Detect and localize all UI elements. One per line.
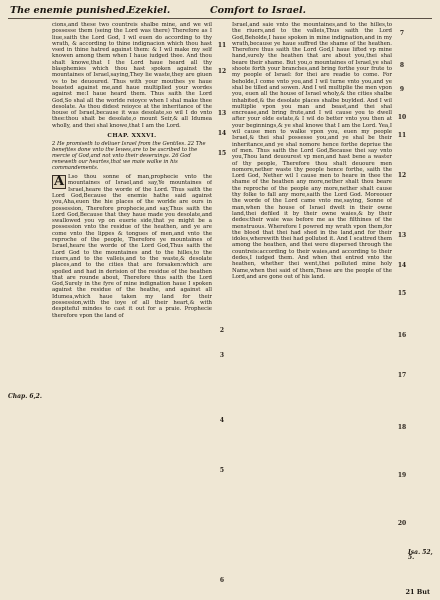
margin-note-block: [408, 322, 438, 362]
right-text-column: [232, 22, 392, 597]
verse-number: 15: [217, 150, 227, 157]
margin-note-block: [408, 162, 438, 202]
margin-note-block: [408, 30, 438, 100]
verse-number: 17: [397, 372, 407, 379]
running-title-right: Comfort to Israel.: [210, 5, 306, 16]
margin-note-block: [8, 58, 48, 130]
verse-number: 3: [219, 352, 225, 359]
chapter-summary: 2 He promiseth to deliuer Israel from the Gentiles. 22 The benefites done vnto the Iewes,are to be ascribed to the mercie of God,and not vnto their deseruings. 26 God reneweth our heartes,that we maie walke in his commandements.: [52, 141, 206, 172]
book-title: Ezekiel.: [128, 5, 171, 16]
verse-number: 12: [397, 172, 407, 179]
verse-number: 13: [397, 232, 407, 239]
verse-number: 18: [397, 424, 407, 431]
margin-note-block: [8, 510, 48, 538]
margin-note-block: [8, 440, 48, 482]
chapter-heading: CHAP. XXXVI.: [107, 133, 157, 140]
verse-number: 15: [397, 290, 407, 297]
page-footer: [232, 586, 430, 596]
scripture-text-block: cions,and these two countreis shalbe mine, and we wil possesse them (seing the Lord was there) Therefore as I liue,saith the Lord God, I wil euen do according to thy wrath, & according to thine indignacion which thou hast vsed in thine hatred against them: & I wil make my self knowen among them when I haue iudged thee. And thou shalt knowe,that I the Lord haue heard all thy blasphemies which thou hast spoken against the mountaines of Israel,saying,They lie waste,they are giuen vs to be deuoured. Thus with your mouthes ye haue boasted against me,and haue multiplied your wordes against me:I haue heard them. Thus saith the Lord God,So shal all the worlde reioyce when I shal make thee desolate. As thou didest reioyce at the inheritance of the house of Israel,because it was desolate,so wil I do vnto thee:thou shalt be desolate,o mount Seir,& all Idumea wholly, and thei shal knowe,that I am the Lord.: [52, 22, 212, 129]
scripture-text: Lso thou sonne of man,prophecie vnto the mountaines of Israel,and say,Ye mountaines of Israel,heare the worde of the Lord. Thus saith the Lord God,Because the enemie hathe said against you,Aha,euen the hie places of the worlde are ours in possession, Therefore prophecie,and say,Thus saith the Lord God,Because that they haue made you desolate,and swallowed you vp on euerie side,that ye might be a possession vnto the residue of the heathen, and ye are come vnto the lippes & tongues of men,and vnto the reproche of the people, Therefore ye mountaines of Israel,heare the worde of the Lord God,Thus saith the Lord God to the mountaines and to the hilles,to the riuers,and to the valleis,and to the waste,& desolate places,and to the cities that are forsaken:which are spoiled and had in derision of the residue of the heathen that are rounde about, Therefore thus saith the Lord God,Surely in the fyre of mine indignation haue I spoken against the residue of the heathe, and against all Idumea,which haue taken my land for their possession,with the ioye of all their heart,& with despiteful mindes to cast it out for a praie. Prophecie therefore vpon the land of: [52, 174, 212, 319]
verse-number: 10: [397, 114, 407, 121]
margin-note-block: [8, 212, 48, 257]
right-margin-notes: [408, 22, 438, 597]
scripture-text-block: Israel,and saie vnto the mountaines,and to the hilles,to the riuers,and to the valleis,Thus saith the Lord God,Beholde,I haue spoken in mine indignation,and in my wrath,because ye haue suffred the shame of the heathen. Therefore thus saith the Lord God,I haue lifted vp mine hand,surely the heathen that are about you,thei shal beare their shame. But you,o mountaines of Israel,ye shal shoote forth your branches,and bring forthe your frute to my people of Israel: for thei are readie to come. For beholde,I come vnto you,and I wil turne vnto you,and ye shal be tilled and sowen. And I wil multiplie the men vpon you, euen all the house of Israel wholy,& the cities shalbe inhabited,& the desolate places shalbe buylded. And I wil multiplie vpon you man and beast,and thei shal encrease,and bring frute,and I wil cause you to dwell after your olde estate,& I wil do better vnto you then at your beginnings,& ye shal knowe that I am the Lord. Yea,I wil cause men to walke vpon you, euen my people Israel,& thei shal possesse you,and ye shal be their inheritance,and ye shal nomore hence forthe depriue the of men. Thus saith the Lord God,Because thei say vnto you,Thou land deuourest vp men,and hast bene a waster of thy people, Therefore thou shalt deuoure men nomore,nether waste thy people hence forthe, saith the Lord God, Nether wil I cause men to heare in thee the shame of the heathen any more,nether shalt thou beare the reproche of the people any more,nether shalt cause thy folke to fall any more,saith the Lord God. Moreouer the worde of the Lord came vnto me,saying, Sonne of man,when the house of Israel dwelt in their owne land,thei defiled it by their owne waies,& by their dedes:their waie was before me as the filthines of the menstruous. Wherefore I powred my wrath vpon them,for the blood that thei had shed in the land,and for their idoles,wherewith thei had polluted it. And I scattred them among the heathen, and thei were dispersed through the countreis:according to their waies,and according to their dedes,I iudged them. And when thei entred vnto the heathen, whether thei went,thei polluted mine holy Name,when thei said of them,These are the people of the Lord,and are gone out of his land.: [232, 22, 392, 280]
verse-number: 5: [219, 467, 225, 474]
verse-number: 11: [217, 42, 227, 49]
header-rule: [8, 18, 432, 19]
catchword: 21 But: [405, 588, 430, 596]
verse-number: 6: [219, 577, 225, 584]
margin-note-block: [8, 550, 48, 590]
verse-number: 19: [397, 472, 407, 479]
verse-number: 20: [397, 520, 407, 527]
verse-number: 11: [397, 132, 407, 139]
left-text-column: [52, 22, 212, 597]
verse-number: 8: [399, 62, 405, 69]
verse-number: 2: [219, 327, 225, 334]
verse-number: 7: [399, 30, 405, 37]
verse-number: 14: [397, 262, 407, 269]
margin-cross-reference: Isa. 52, 5.: [408, 549, 433, 561]
verse-number: 4: [219, 417, 225, 424]
verse-number: 12: [217, 68, 227, 75]
verse-number-gutter: [212, 22, 232, 597]
verse-number: 14: [217, 130, 227, 137]
verse-number: 16: [397, 332, 407, 339]
left-margin-notes: [8, 22, 48, 597]
margin-cross-reference: Chap. 6,2.: [8, 393, 42, 400]
verse-number: 13: [217, 110, 227, 117]
scripture-text-block: [52, 174, 212, 319]
running-title-left: The enemie punished.: [10, 5, 129, 16]
margin-note-block: [408, 252, 438, 286]
decorated-initial: A: [53, 174, 65, 190]
verse-number: 9: [399, 86, 405, 93]
